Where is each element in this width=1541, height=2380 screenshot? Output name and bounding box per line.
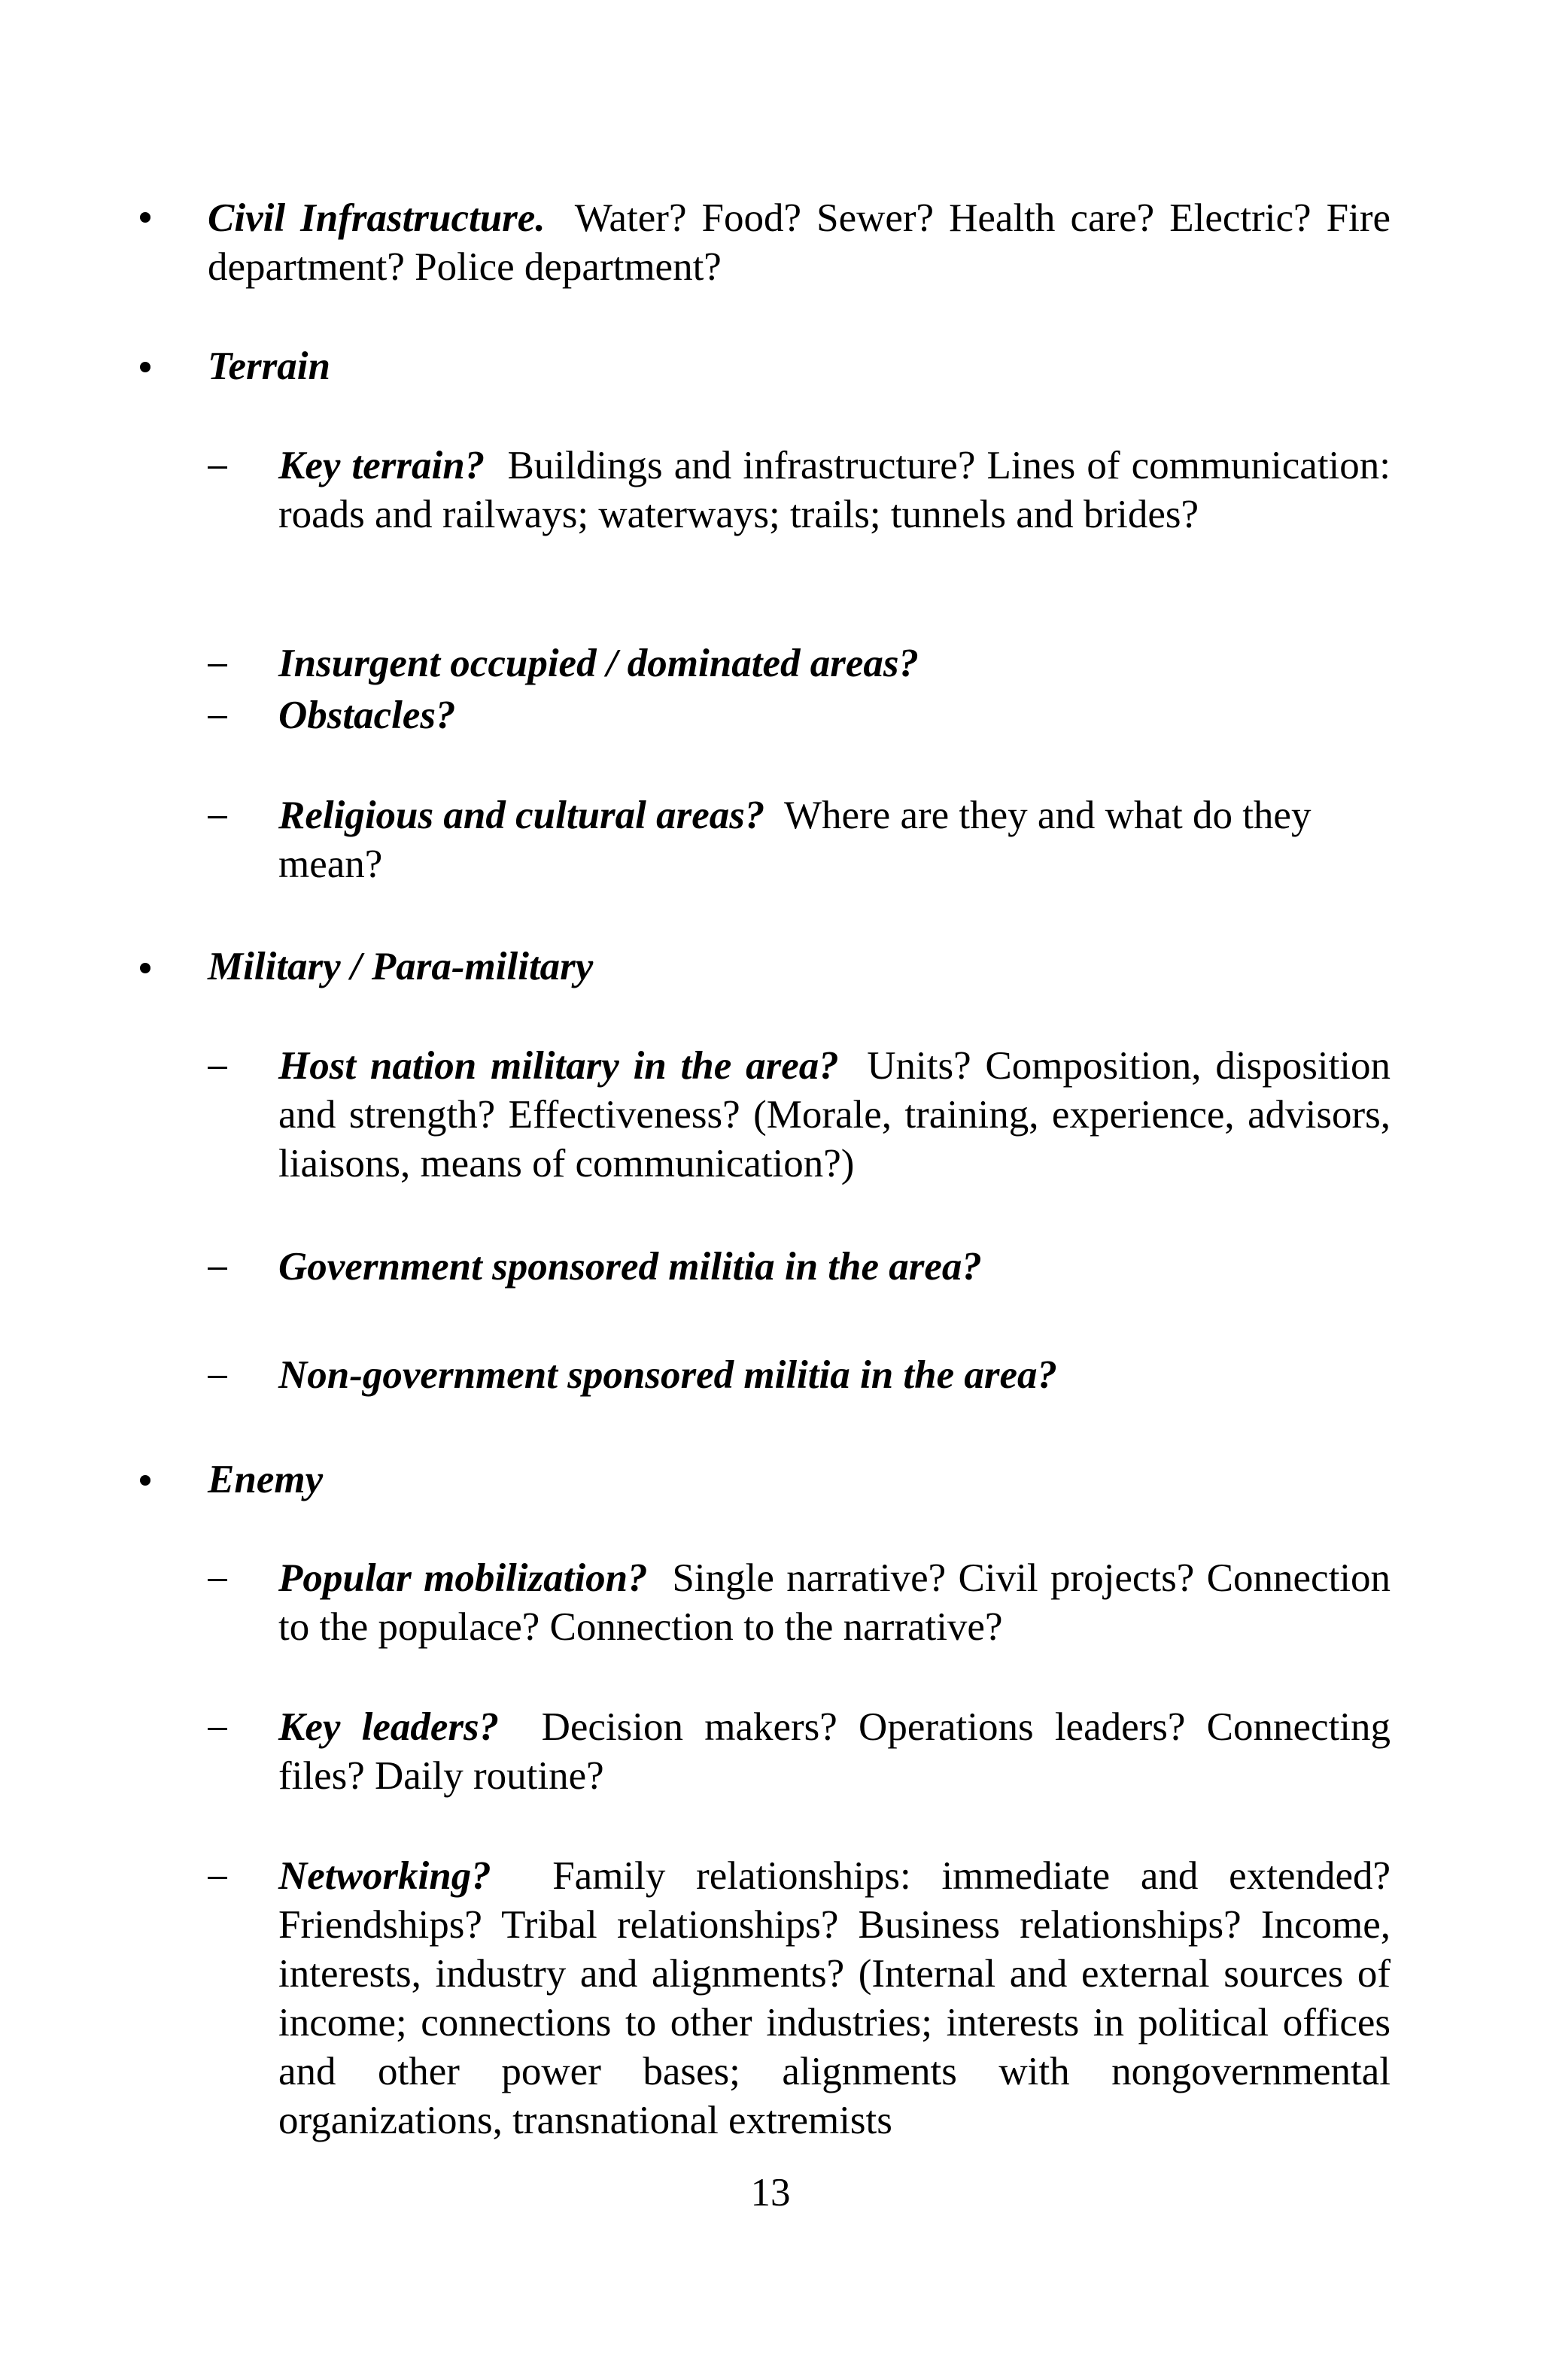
bullet-military	[208, 943, 1391, 991]
military-heading: Military / Para-military	[208, 945, 594, 988]
bullet-marker	[140, 362, 150, 372]
dash-marker	[208, 1376, 227, 1378]
non-government-militia-heading: Non-government sponsored militia in the area?	[278, 1353, 1058, 1397]
civil-infrastructure-text: Water? Food? Sewer? Health care? Electric? Fire department? Police department?	[208, 196, 1391, 289]
government-militia-heading: Government sponsored militia in the area?	[278, 1245, 982, 1289]
sub-item-obstacles	[278, 691, 1391, 740]
key-terrain-heading: Key terrain?	[278, 444, 485, 487]
dash-marker	[208, 1267, 227, 1270]
popular-mobilization-heading: Popular mobilization?	[278, 1556, 648, 1600]
insurgent-areas-heading: Insurgent occupied / dominated areas?	[278, 642, 919, 685]
religious-areas-heading: Religious and cultural areas?	[278, 794, 765, 837]
popular-mobilization-text: Single narrative? Civil projects? Connection to the populace? Connection to the narrative?	[278, 1556, 1391, 1649]
sub-item-popular-mobilization	[278, 1554, 1391, 1652]
sub-item-insurgent-areas	[278, 639, 1391, 688]
dash-marker	[208, 1067, 227, 1069]
dash-marker	[208, 816, 227, 818]
key-leaders-text: Decision makers? Operations leaders? Connecting files? Daily routine?	[278, 1705, 1391, 1798]
bullet-marker	[140, 963, 150, 973]
dash-marker	[208, 1877, 227, 1879]
bullet-enemy	[208, 1456, 1391, 1504]
bullet-terrain	[208, 342, 1391, 391]
sub-item-host-nation-military	[278, 1042, 1391, 1188]
networking-text: Family relationships: immediate and extended? Friendships? Tribal relationships? Business relationships? Income, interests, industry and alignments? (Internal and external sources of income; connections to other industries; interests in political offices and other power bases; alignments with nongovernmental organizations, transnational extremists	[278, 1854, 1391, 2142]
dash-marker	[208, 466, 227, 469]
bullet-marker	[140, 212, 150, 223]
obstacles-heading: Obstacles?	[278, 694, 456, 737]
key-leaders-heading: Key leaders?	[278, 1705, 500, 1749]
bullet-marker	[140, 1475, 150, 1486]
sub-item-networking	[278, 1852, 1391, 2145]
key-terrain-text: Buildings and infrastructure? Lines of communication: roads and railways; waterways; trails; tunnels and brides?	[278, 444, 1391, 536]
bullet-civil-infrastructure	[208, 194, 1391, 292]
dash-marker	[208, 1728, 227, 1730]
page-number: 13	[750, 2171, 791, 2215]
networking-heading: Networking?	[278, 1854, 491, 1898]
host-nation-military-heading: Host nation military in the area?	[278, 1044, 839, 1088]
sub-item-key-leaders	[278, 1703, 1391, 1801]
sub-item-government-militia	[278, 1243, 1391, 1292]
dash-marker	[208, 716, 227, 718]
sub-item-non-government-militia	[278, 1351, 1391, 1400]
host-nation-military-text: Units? Composition, disposition and strength? Effectiveness? (Morale, training, experience, advisors, liaisons, means of communication?)	[278, 1044, 1391, 1185]
dash-marker	[208, 664, 227, 666]
dash-marker	[208, 1579, 227, 1581]
civil-infrastructure-heading: Civil Infrastructure.	[208, 196, 546, 240]
sub-item-religious-areas	[278, 791, 1384, 889]
terrain-heading: Terrain	[208, 345, 330, 388]
enemy-heading: Enemy	[208, 1458, 324, 1501]
sub-item-key-terrain	[278, 442, 1391, 539]
religious-areas-text: Where are they and what do they mean?	[278, 794, 1312, 886]
